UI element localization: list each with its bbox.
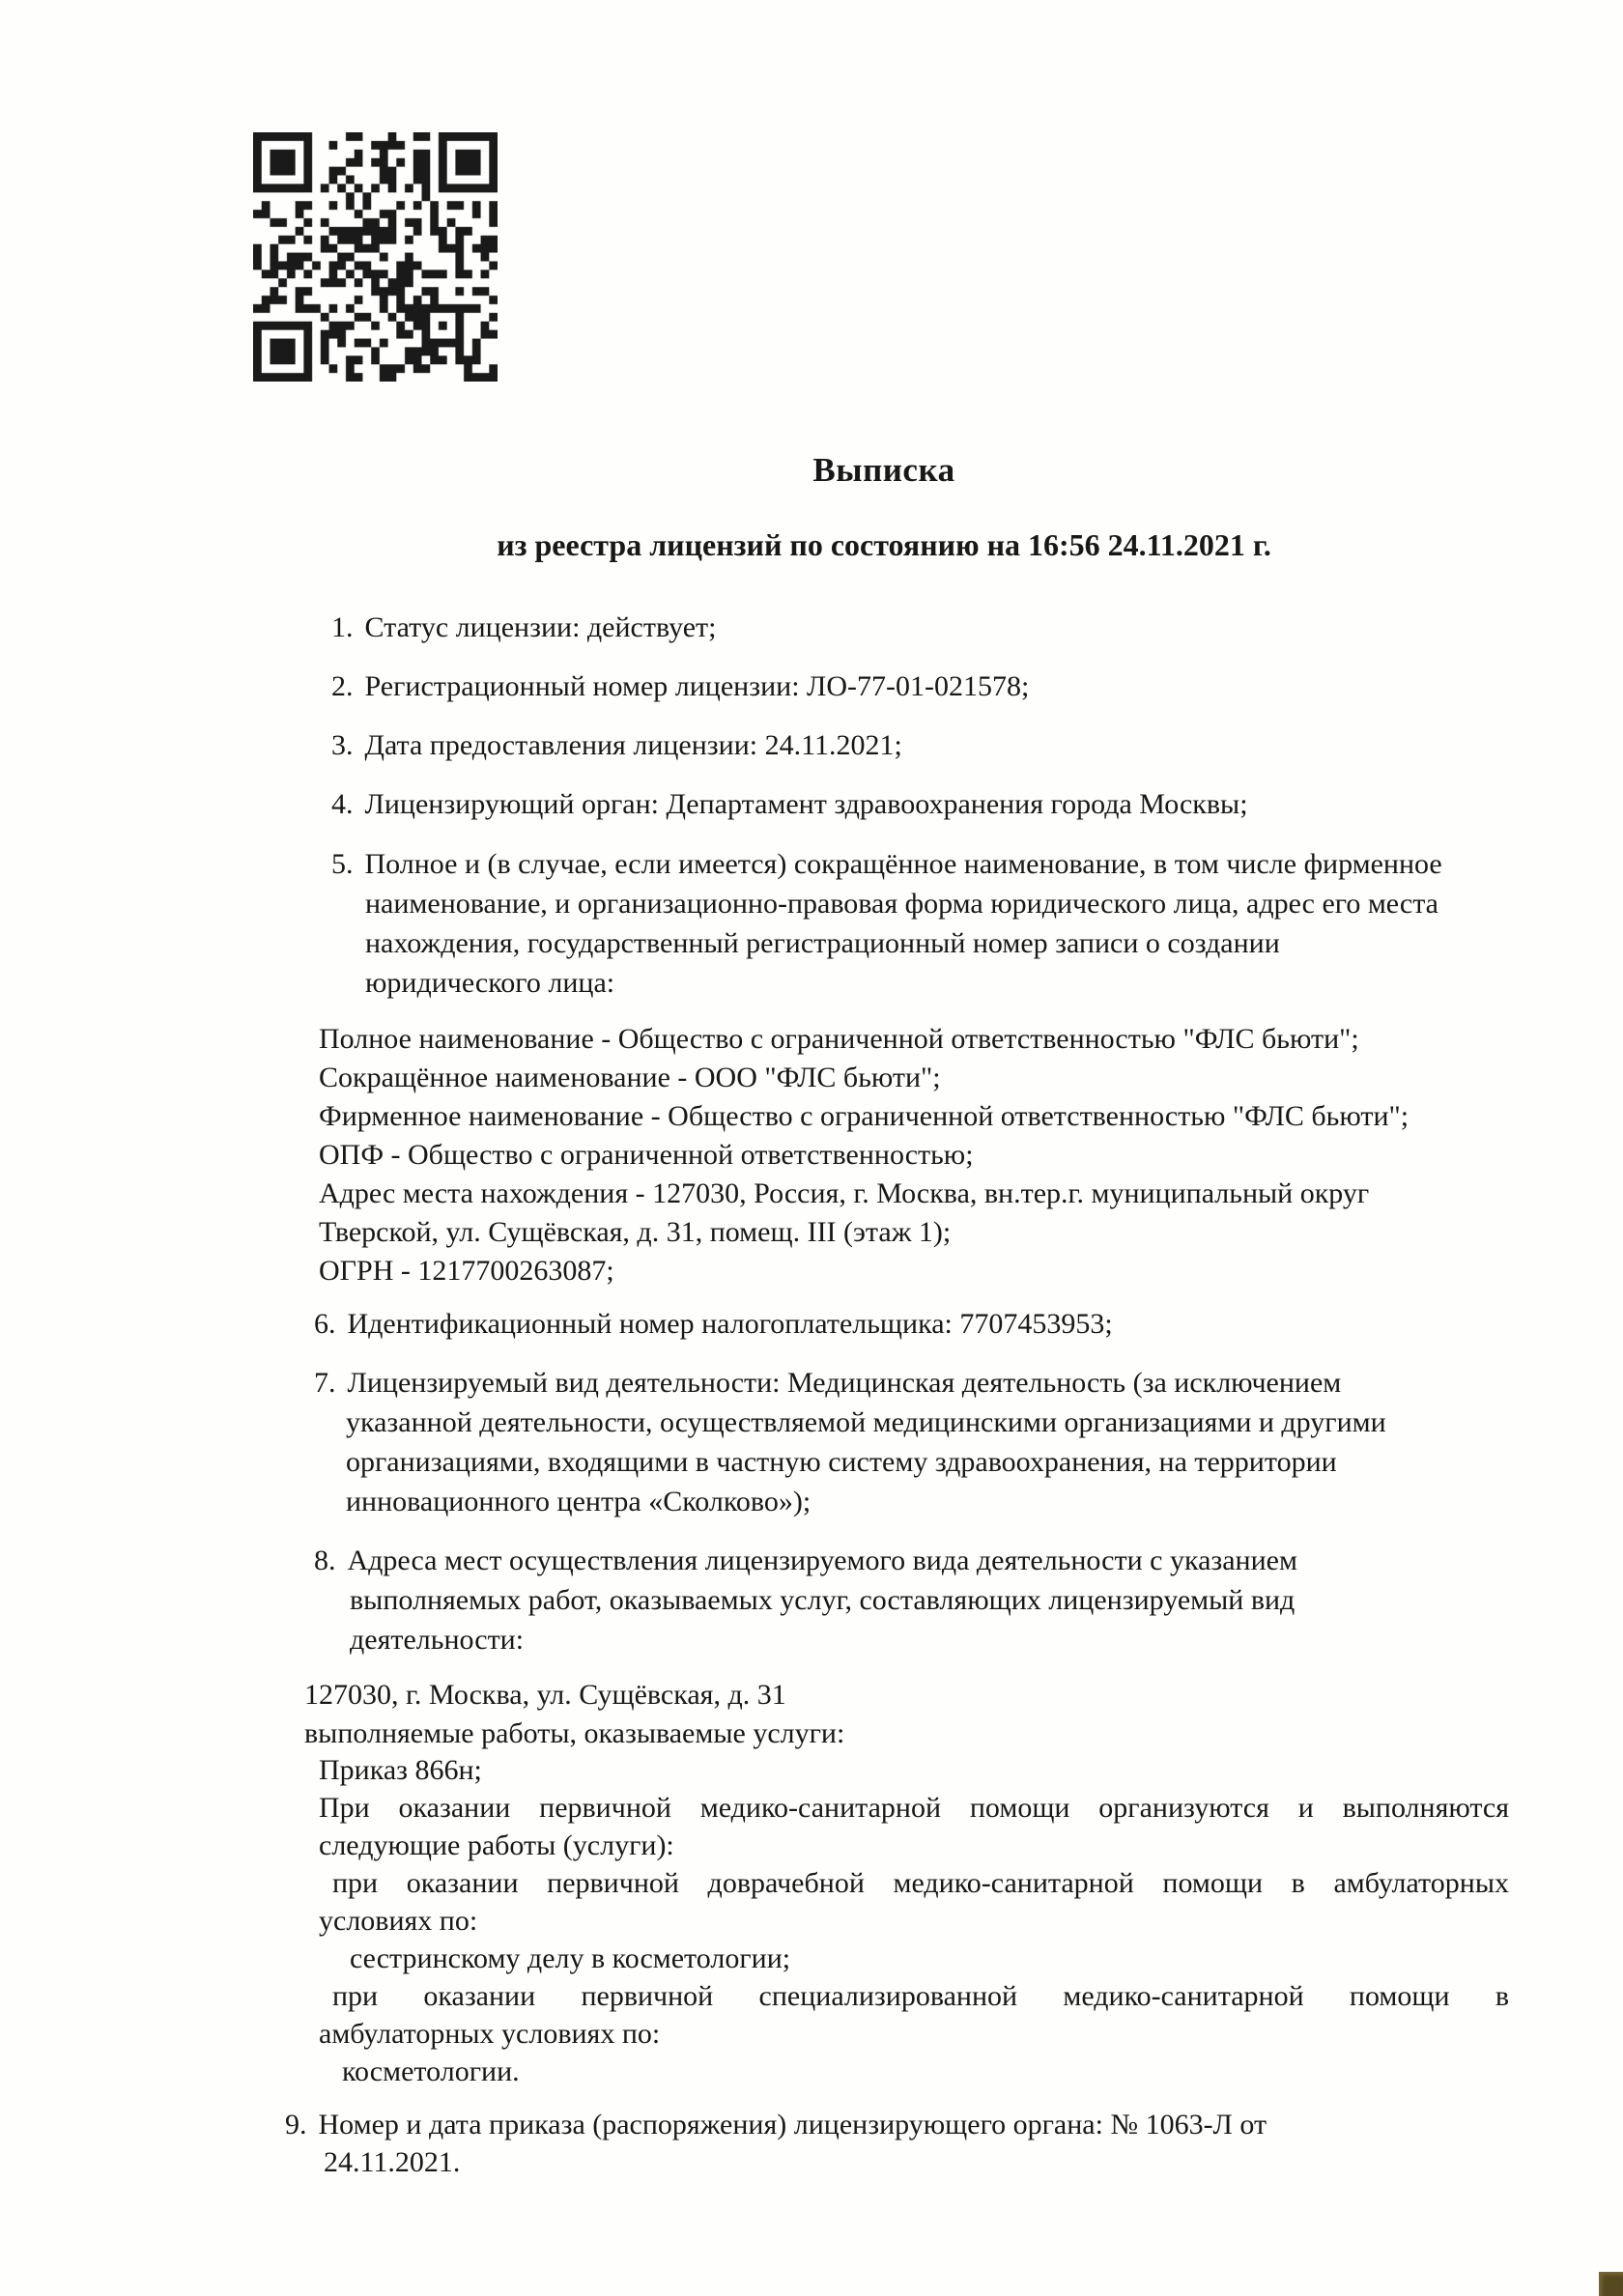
item-number: 5. (331, 848, 354, 880)
item-text: нахождения, государственный регистрационный номер записи о создании (365, 927, 1280, 959)
title-block (145, 451, 1623, 490)
entity-line: Тверской, ул. Сущёвская, д. 31, помещ. III (этаж 1); (319, 1216, 952, 1248)
service-line: условиях по: (319, 1905, 478, 1937)
service-line: при оказании первичной специализированной медико-санитарной помощи в (332, 1980, 1509, 2012)
subtitle-block (145, 527, 1623, 563)
item-number: 6. (314, 1308, 336, 1340)
item-text: выполняемых работ, оказываемых услуг, составляющих лицензируемый вид (350, 1584, 1296, 1616)
service-line: при оказании первичной доврачебной медико-санитарной помощи в амбулаторных (332, 1867, 1509, 1899)
item-text: Идентификационный номер налогоплательщика: 7707453953; (347, 1308, 1113, 1340)
entity-line: Сокращённое наименование - ООО "ФЛС бьюти"; (319, 1062, 941, 1093)
item-text: наименование, и организационно-правовая форма юридического лица, адрес его места (365, 888, 1438, 920)
item-text: Адреса мест осуществления лицензируемого вида деятельности с указанием (347, 1545, 1297, 1576)
item-text: деятельности: (350, 1624, 525, 1656)
item-number: 2. (331, 670, 354, 702)
service-line: косметологии. (342, 2055, 520, 2087)
item-text: 24.11.2021. (324, 2146, 461, 2178)
item-text: указанной деятельности, осуществляемой медицинскими организациями и другими (346, 1406, 1386, 1438)
item-text: юридического лица: (365, 967, 615, 999)
entity-line: Фирменное наименование - Общество с ограниченной ответственностью "ФЛС бьюти"; (319, 1100, 1409, 1132)
item-number: 3. (331, 729, 354, 761)
item-7 (0, 1363, 1623, 1521)
activity-address-block (0, 1676, 1623, 1753)
page-subtitle: из реестра лицензий по состоянию на 16:56 24.11.2021 г. (497, 527, 1271, 562)
item-text: Лицензирующий орган: Департамент здравоохранения города Москвы; (364, 788, 1248, 820)
service-line: амбулаторных условиях по: (319, 2018, 661, 2050)
item-8 (0, 1541, 1623, 1659)
entity-line: Адрес места нахождения - 127030, Россия, г. Москва, вн.тер.г. муниципальный округ (319, 1177, 1370, 1209)
item-3 (0, 726, 1623, 765)
page-title: Выписка (812, 451, 955, 489)
services-block (0, 1751, 1623, 2090)
item-number: 8. (314, 1545, 336, 1576)
item-2 (0, 667, 1623, 706)
service-line: Приказ 866н; (319, 1754, 482, 1786)
item-number: 4. (331, 788, 354, 820)
item-text: Дата предоставления лицензии: 24.11.2021; (364, 729, 902, 761)
address-line: выполняемые работы, оказываемые услуги: (304, 1717, 845, 1749)
scan-artifact-corner (1599, 2272, 1623, 2296)
entity-line: ОПФ - Общество с ограниченной ответственностью; (319, 1139, 974, 1171)
item-4 (0, 785, 1623, 824)
service-line: сестринскому делу в косметологии; (350, 1942, 791, 1974)
item-number: 9. (285, 2109, 307, 2140)
entity-block (0, 1020, 1623, 1290)
item-1 (0, 609, 1623, 647)
qr-code (253, 132, 498, 382)
item-text: организациями, входящими в частную систему здравоохранения, на территории (346, 1446, 1337, 1478)
item-text: Лицензируемый вид деятельности: Медицинская деятельность (за исключением (347, 1367, 1342, 1399)
address-line: 127030, г. Москва, ул. Сущёвская, д. 31 (304, 1679, 786, 1711)
item-5 (0, 844, 1623, 1003)
item-number: 1. (331, 611, 354, 643)
item-6 (0, 1305, 1623, 1344)
item-text: Статус лицензии: действует; (364, 611, 717, 643)
item-text: инновационного центра «Сколково»); (346, 1486, 812, 1517)
item-number: 7. (314, 1367, 336, 1399)
entity-line: ОГРН - 1217700263087; (319, 1255, 614, 1287)
service-line: При оказании первичной медико-санитарной помощи организуются и выполняются (319, 1792, 1509, 1824)
item-text: Регистрационный номер лицензии: ЛО-77-01-021578; (364, 670, 1030, 702)
item-9 (0, 2106, 1623, 2181)
entity-line: Полное наименование - Общество с ограниченной ответственностью "ФЛС бьюти"; (319, 1023, 1359, 1055)
item-text: Номер и дата приказа (распоряжения) лицензирующего органа: № 1063-Л от (318, 2109, 1267, 2140)
item-text: Полное и (в случае, если имеется) сокращённое наименование, в том числе фирменное (364, 848, 1442, 880)
service-line: следующие работы (услуги): (319, 1829, 674, 1861)
